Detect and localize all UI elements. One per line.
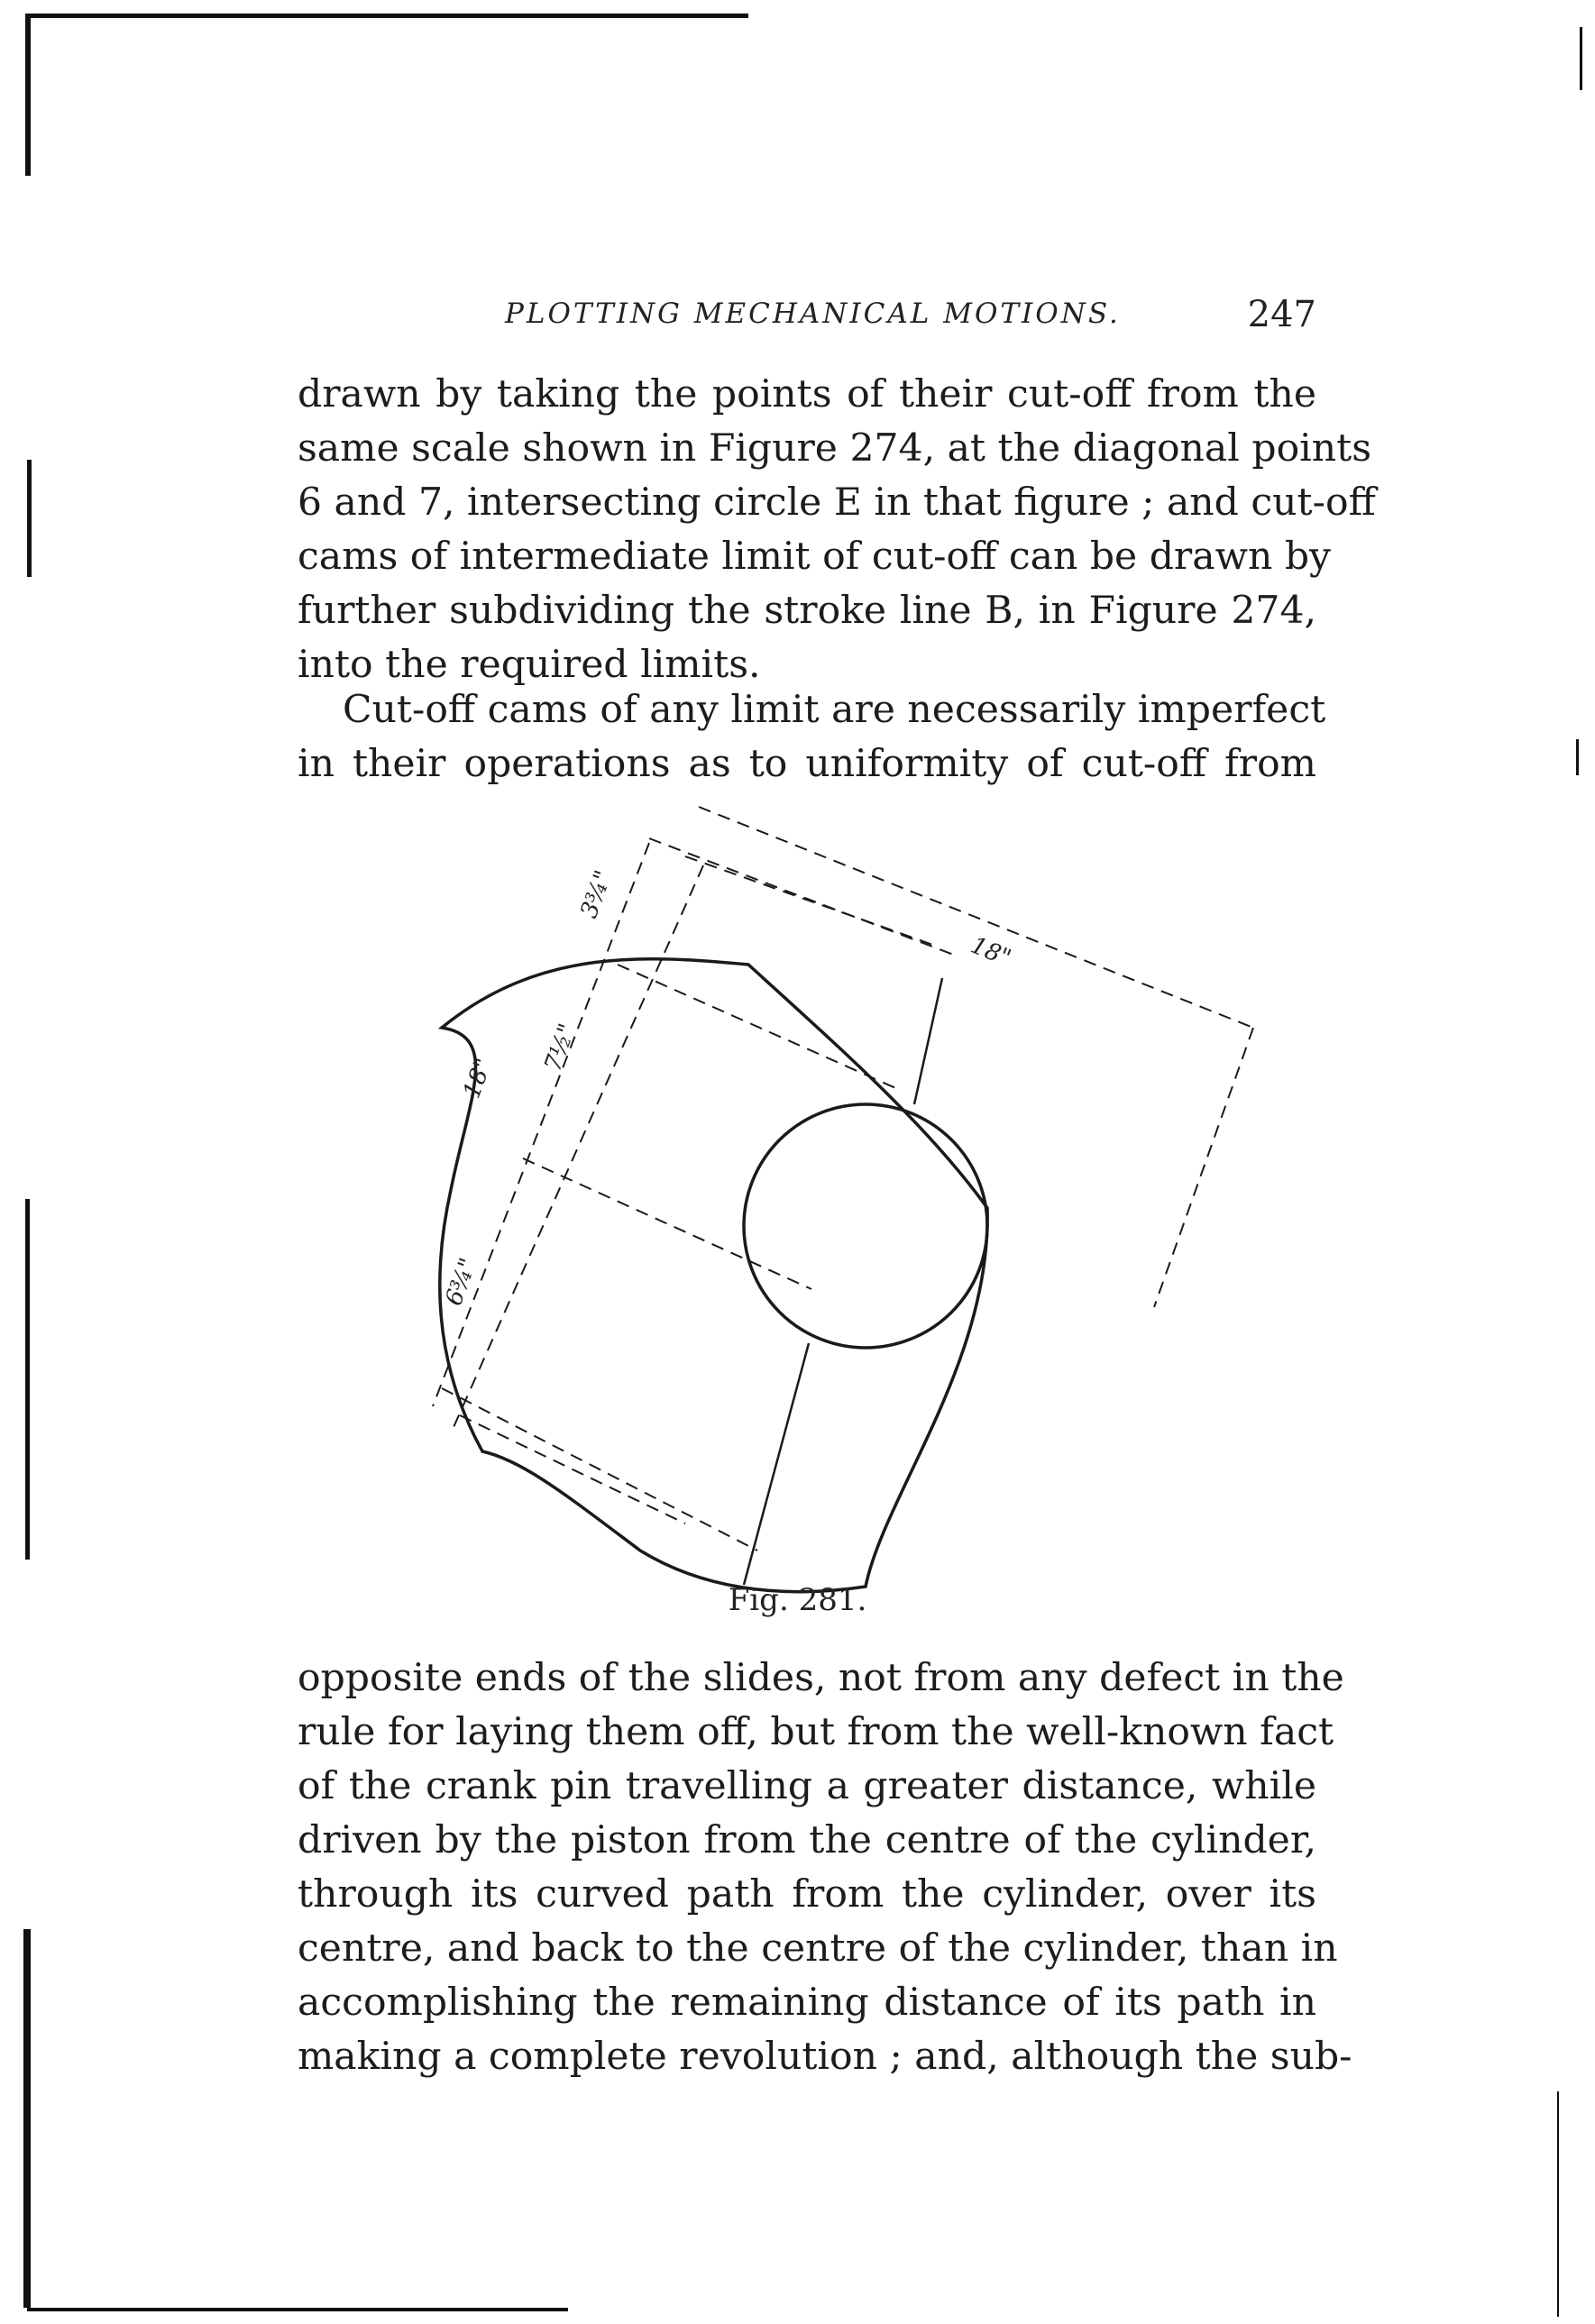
paragraph-3 xyxy=(298,1652,1352,2084)
scan-edge-left-upper xyxy=(25,14,31,176)
cam-diagram xyxy=(343,802,1289,1596)
text-line: driven by the piston from the centre of the cylinder, xyxy=(298,1818,1316,1862)
scan-edge-right-top xyxy=(1580,27,1582,90)
dim-line-left-inner xyxy=(451,865,703,1433)
text-line: rule for laying them off, but from the well-known fact xyxy=(298,1710,1334,1754)
text-line: cams of intermediate limit of cut-off can be drawn by xyxy=(298,535,1332,579)
text-line: Cut-off cams of any limit are necessarily imperfect xyxy=(343,688,1326,732)
scan-edge-top xyxy=(27,14,748,18)
scan-edge-bottom xyxy=(27,2308,568,2311)
text-line: making a complete revolution ; and, although the sub- xyxy=(298,2035,1352,2079)
text-line: drawn by taking the points of their cut-off from the xyxy=(298,372,1316,416)
dim-label-left-outer: 18" xyxy=(458,1054,498,1103)
dim-label-left-lower: 6¾" xyxy=(440,1254,482,1310)
construction-line xyxy=(460,1415,685,1523)
paragraph-2 xyxy=(298,683,1326,791)
page-number: 247 xyxy=(1247,294,1316,335)
text-line: 6 and 7, intersecting circle E in that figure ; and cut-off xyxy=(298,480,1376,525)
radial-line-top xyxy=(914,978,942,1104)
dim-label-top: 18" xyxy=(967,931,1015,973)
construction-line xyxy=(618,965,902,1091)
text-line: same scale shown in Figure 274, at the diagonal points xyxy=(298,426,1372,471)
radial-line-bottom xyxy=(744,1343,809,1585)
dim-label-left-middle: 7½" xyxy=(539,1020,582,1075)
scan-edge-left-bottom xyxy=(23,1929,31,2308)
text-line: in their operations as to uniformity of cut-off from xyxy=(298,742,1316,786)
scan-edge-right-mid xyxy=(1576,739,1579,775)
dim-line-right xyxy=(1154,1028,1253,1307)
construction-line xyxy=(523,1158,811,1289)
figure-caption: Fig. 281. xyxy=(728,1582,867,1618)
text-line: of the crank pin travelling a greater distance, while xyxy=(298,1764,1316,1808)
shaft-circle xyxy=(744,1104,987,1348)
dim-label-left-upper: 3¾" xyxy=(575,866,618,922)
text-line: accomplishing the remaining distance of its path in xyxy=(298,1981,1316,2025)
text-line: centre, and back to the centre of the cylinder, than in xyxy=(298,1926,1338,1971)
text-line: into the required limits. xyxy=(298,643,761,687)
page-header xyxy=(298,294,1316,352)
construction-line xyxy=(442,1388,757,1551)
text-line: through its curved path from the cylinder, over its xyxy=(298,1872,1316,1917)
scan-edge-right-bottom xyxy=(1557,2091,1559,2317)
paragraph-1 xyxy=(298,368,1376,692)
construction-line xyxy=(649,838,956,956)
cam-outline xyxy=(440,959,987,1592)
running-title: PLOTTING MECHANICAL MOTIONS. xyxy=(505,297,1121,330)
scan-edge-left-lower xyxy=(25,1199,30,1560)
scan-edge-left-middle xyxy=(27,460,32,577)
construction-line xyxy=(685,856,938,947)
text-line: further subdividing the stroke line B, in Figure 274, xyxy=(298,589,1316,633)
text-line: opposite ends of the slides, not from any defect in the xyxy=(298,1656,1344,1700)
